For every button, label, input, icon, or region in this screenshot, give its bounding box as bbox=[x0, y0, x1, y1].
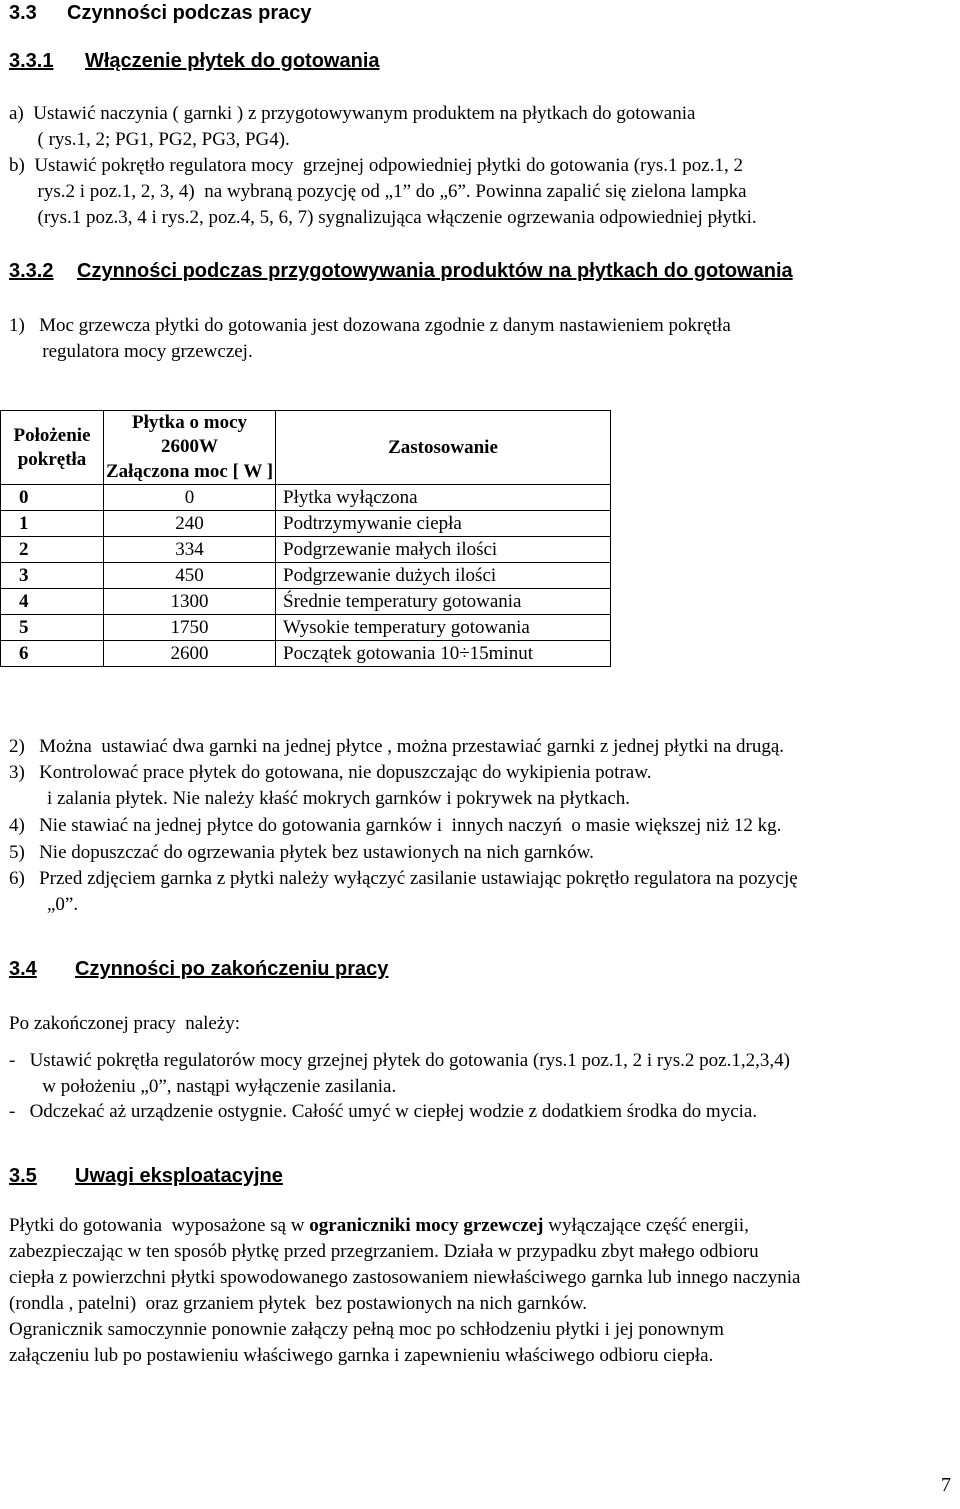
table-row bbox=[1, 641, 611, 667]
col-header-power bbox=[104, 411, 276, 460]
cell-usage: Płytka wyłączona bbox=[276, 485, 611, 511]
power-settings-table bbox=[0, 410, 611, 667]
cell-position: 2 bbox=[1, 537, 104, 563]
paragraph-line: (rys.1 poz.3, 4 i rys.2, poz.4, 5, 6, 7) sygnalizująca włączenie ogrzewania odpowiedniej płytki. bbox=[9, 207, 757, 228]
emphasis-text: ograniczniki mocy grzewczej bbox=[309, 1215, 544, 1236]
cell-power: 1750 bbox=[104, 615, 276, 641]
col-header-position bbox=[1, 411, 104, 485]
list-item: 4) Nie stawiać na jednej płytce do gotowania garnków i innych naczyń o masie większej niż 12 kg. bbox=[9, 815, 782, 836]
list-item: 5) Nie dopuszczać do ogrzewania płytek bez ustawionych na nich garnków. bbox=[9, 842, 594, 863]
cell-usage: Podgrzewanie małych ilości bbox=[276, 537, 611, 563]
paragraph-line: w położeniu „0”, nastąpi wyłączenie zasilania. bbox=[9, 1076, 397, 1097]
paragraph-line bbox=[9, 1213, 749, 1239]
cell-power: 0 bbox=[104, 485, 276, 511]
heading-3-3-2 bbox=[9, 260, 793, 283]
table-row bbox=[1, 563, 611, 589]
cell-power: 334 bbox=[104, 537, 276, 563]
page-number: 7 bbox=[941, 1474, 951, 1496]
cell-position: 5 bbox=[1, 615, 104, 641]
paragraph-line: Po zakończonej pracy należy: bbox=[9, 1013, 241, 1034]
heading-number: 3.3 bbox=[9, 2, 37, 24]
heading-text: Czynności po zakończeniu pracy bbox=[75, 958, 389, 980]
heading-3-3 bbox=[9, 2, 312, 25]
cell-usage: Średnie temperatury gotowania bbox=[276, 589, 611, 615]
table-row bbox=[1, 485, 611, 511]
cell-power: 240 bbox=[104, 511, 276, 537]
text-run: wyłączające część energii, bbox=[543, 1215, 749, 1236]
paragraph-line: załączeniu lub po postawieniu właściwego garnka i zapewnieniu właściwego odbioru ciepła. bbox=[9, 1345, 714, 1366]
heading-number: 3.5 bbox=[9, 1165, 37, 1187]
cell-position: 6 bbox=[1, 641, 104, 667]
paragraph-line: - Ustawić pokrętła regulatorów mocy grzejnej płytek do gotowania (rys.1 poz.1, 2 i rys.2 poz.1,2,3,4) bbox=[9, 1050, 790, 1071]
cell-position: 4 bbox=[1, 589, 104, 615]
paragraph-line: ciepła z powierzchni płytki spowodowanego zastosowaniem niewłaściwego garnka lub innego naczynia bbox=[9, 1267, 801, 1288]
header-line: Położenie bbox=[13, 424, 91, 446]
paragraph-line: b) Ustawić pokrętło regulatora mocy grzejnej odpowiedniej płytki do gotowania (rys.1 poz.1, 2 bbox=[9, 155, 743, 176]
cell-usage: Podgrzewanie dużych ilości bbox=[276, 563, 611, 589]
list-item: i zalania płytek. Nie należy kłaść mokrych garnków i pokrywek na płytkach. bbox=[9, 788, 630, 809]
table-row bbox=[1, 511, 611, 537]
header-line: Płytka o mocy bbox=[131, 412, 248, 433]
cell-position: 1 bbox=[1, 511, 104, 537]
paragraph-line: rys.2 i poz.1, 2, 3, 4) na wybraną pozycję od „1” do „6”. Powinna zapalić się zielona lampka bbox=[9, 181, 747, 202]
paragraph-line: Ogranicznik samoczynnie ponownie załączy pełną moc po schłodzeniu płytki i jej ponownym bbox=[9, 1319, 724, 1340]
heading-3-4 bbox=[9, 958, 388, 981]
header-line: pokrętła bbox=[17, 448, 87, 470]
cell-power: 2600 bbox=[104, 641, 276, 667]
table-row bbox=[1, 537, 611, 563]
cell-power: 1300 bbox=[104, 589, 276, 615]
heading-3-3-1 bbox=[9, 50, 380, 73]
cell-position: 0 bbox=[1, 485, 104, 511]
header-line: 2600W bbox=[161, 436, 218, 457]
heading-text: Uwagi eksploatacyjne bbox=[75, 1165, 283, 1187]
list-item: 3) Kontrolować prace płytek do gotowana, nie dopuszczając do wykipienia potraw. bbox=[9, 762, 652, 783]
col-subheader-power: Załączona moc [ W ] bbox=[104, 459, 276, 485]
table-row bbox=[1, 615, 611, 641]
heading-number: 3.4 bbox=[9, 958, 37, 980]
list-item: 2) Można ustawiać dwa garnki na jednej płytce , można przestawiać garnki z jednej płytki na drugą. bbox=[9, 736, 785, 757]
paragraph-line: ( rys.1, 2; PG1, PG2, PG3, PG4). bbox=[9, 129, 290, 150]
heading-number: 3.3.1 bbox=[9, 50, 54, 72]
paragraph-line: a) Ustawić naczynia ( garnki ) z przygotowywanym produktem na płytkach do gotowania bbox=[9, 103, 696, 124]
list-item: 6) Przed zdjęciem garnka z płytki należy wyłączyć zasilanie ustawiając pokrętło regulatora na pozycję bbox=[9, 868, 798, 889]
paragraph-line: - Odczekać aż urządzenie ostygnie. Całość umyć w ciepłej wodzie z dodatkiem środka do mycia. bbox=[9, 1101, 758, 1122]
cell-usage: Wysokie temperatury gotowania bbox=[276, 615, 611, 641]
col-header-usage: Zastosowanie bbox=[276, 411, 611, 485]
paragraph-line: regulatora mocy grzewczej. bbox=[9, 341, 253, 362]
heading-number: 3.3.2 bbox=[9, 260, 54, 282]
cell-position: 3 bbox=[1, 563, 104, 589]
cell-usage: Początek gotowania 10÷15minut bbox=[276, 641, 611, 667]
cell-usage: Podtrzymywanie ciepła bbox=[276, 511, 611, 537]
text-run: Płytki do gotowania wyposażone są w bbox=[9, 1215, 310, 1236]
paragraph-line: (rondla , patelni) oraz grzaniem płytek bez postawionych na nich garnków. bbox=[9, 1293, 588, 1314]
heading-text: Czynności podczas przygotowywania produktów na płytkach do gotowania bbox=[77, 260, 793, 282]
list-item: „0”. bbox=[9, 894, 79, 915]
table-row bbox=[1, 589, 611, 615]
paragraph-line: zabezpieczając w ten sposób płytkę przed przegrzaniem. Działa w przypadku zbyt małego odbioru bbox=[9, 1241, 759, 1262]
heading-text: Czynności podczas pracy bbox=[67, 2, 312, 24]
paragraph-line: 1) Moc grzewcza płytki do gotowania jest dozowana zgodnie z danym nastawieniem pokrętła bbox=[9, 315, 731, 336]
heading-text: Włączenie płytek do gotowania bbox=[85, 50, 380, 72]
heading-3-5 bbox=[9, 1165, 283, 1188]
cell-power: 450 bbox=[104, 563, 276, 589]
